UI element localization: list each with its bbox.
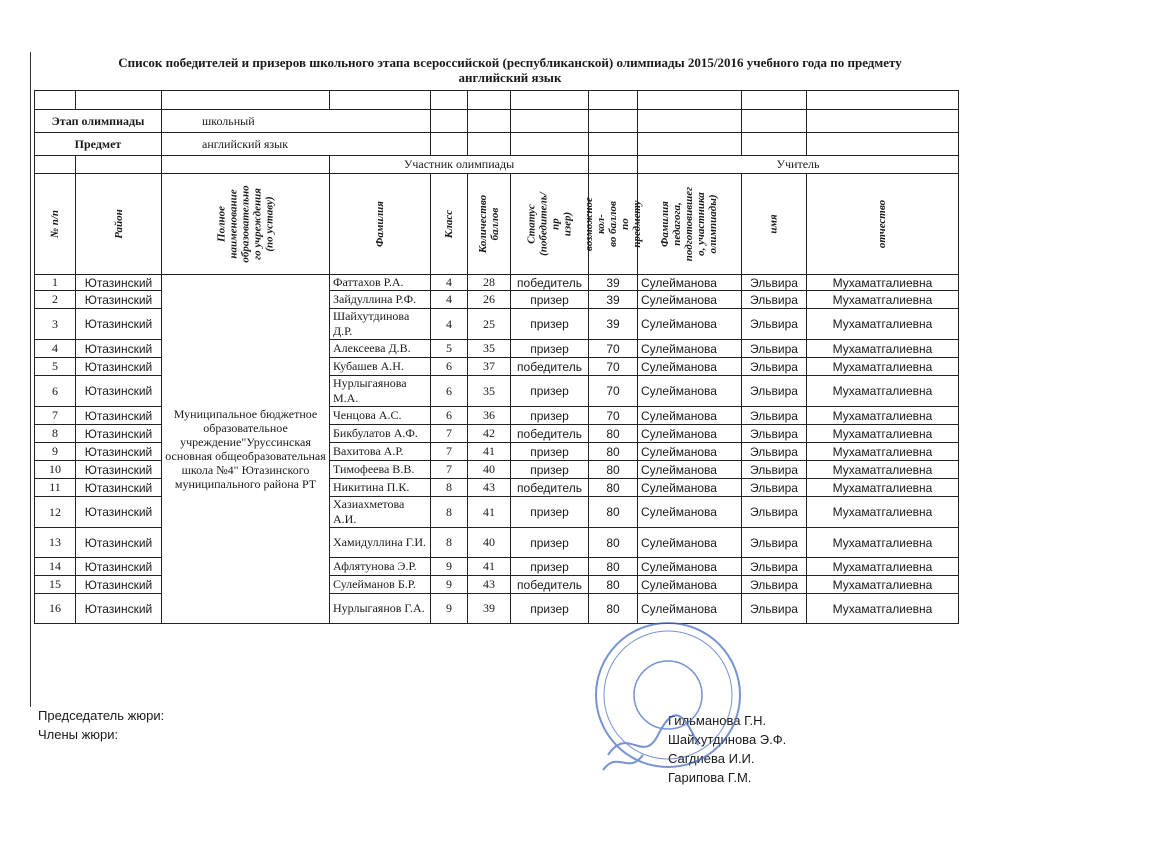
- subject-row: [35, 133, 959, 156]
- subject-value: английский язык: [162, 133, 431, 156]
- teacher-group-header: Учитель: [638, 156, 959, 174]
- teacher-surname-cell: Сулейманова: [638, 461, 742, 479]
- row-number: 7: [35, 407, 76, 425]
- grade-cell: 4: [431, 309, 468, 340]
- spacer-row: [35, 91, 959, 110]
- surname-cell: Нурлыгаянов Г.А.: [330, 594, 431, 624]
- score-cell: 43: [468, 576, 511, 594]
- district-cell: Ютазинский: [76, 528, 162, 558]
- stage-label: Этап олимпиады: [35, 110, 162, 133]
- status-cell: призер: [511, 528, 589, 558]
- teacher-surname-cell: Сулейманова: [638, 407, 742, 425]
- grade-cell: 8: [431, 528, 468, 558]
- status-cell: победитель: [511, 275, 589, 291]
- teacher-name-cell: Эльвира: [742, 594, 807, 624]
- grade-cell: 4: [431, 275, 468, 291]
- score-cell: 35: [468, 376, 511, 407]
- surname-cell: Хазиахметова А.И.: [330, 497, 431, 528]
- status-cell: призер: [511, 291, 589, 309]
- col-header-teacher-surname: Фамилия педагога, подготовившег о, участника олимпиады): [659, 186, 720, 262]
- teacher-name-cell: Эльвира: [742, 528, 807, 558]
- teacher-patronymic-cell: Мухаматгалиевна: [807, 425, 959, 443]
- district-cell: Ютазинский: [76, 576, 162, 594]
- surname-cell: Хамидуллина Г.И.: [330, 528, 431, 558]
- teacher-surname-cell: Сулейманова: [638, 275, 742, 291]
- column-header-row: [35, 174, 959, 275]
- max-score-cell: 80: [589, 497, 638, 528]
- score-cell: 41: [468, 497, 511, 528]
- teacher-patronymic-cell: Мухаматгалиевна: [807, 407, 959, 425]
- group-header-row: [35, 156, 959, 174]
- teacher-patronymic-cell: Мухаматгалиевна: [807, 291, 959, 309]
- row-number: 8: [35, 425, 76, 443]
- surname-cell: Бикбулатов А.Ф.: [330, 425, 431, 443]
- teacher-patronymic-cell: Мухаматгалиевна: [807, 479, 959, 497]
- teacher-surname-cell: Сулейманова: [638, 425, 742, 443]
- max-score-cell: 80: [589, 425, 638, 443]
- score-cell: 35: [468, 340, 511, 358]
- row-number: 3: [35, 309, 76, 340]
- teacher-patronymic-cell: Мухаматгалиевна: [807, 309, 959, 340]
- district-cell: Ютазинский: [76, 461, 162, 479]
- district-cell: Ютазинский: [76, 358, 162, 376]
- row-number: 2: [35, 291, 76, 309]
- surname-cell: Алексеева Д.В.: [330, 340, 431, 358]
- table-row: [35, 275, 959, 291]
- grade-cell: 8: [431, 497, 468, 528]
- teacher-surname-cell: Сулейманова: [638, 340, 742, 358]
- status-cell: призер: [511, 558, 589, 576]
- surname-cell: Ченцова А.С.: [330, 407, 431, 425]
- teacher-name-cell: Эльвира: [742, 576, 807, 594]
- teacher-surname-cell: Сулейманова: [638, 528, 742, 558]
- col-header-district: Район: [112, 209, 125, 239]
- surname-cell: Сулейманов Б.Р.: [330, 576, 431, 594]
- teacher-patronymic-cell: Мухаматгалиевна: [807, 558, 959, 576]
- status-cell: победитель: [511, 358, 589, 376]
- school-seal-stamp: [588, 615, 748, 775]
- grade-cell: 9: [431, 558, 468, 576]
- district-cell: Ютазинский: [76, 558, 162, 576]
- footer-labels: [38, 706, 164, 744]
- row-number: 11: [35, 479, 76, 497]
- teacher-patronymic-cell: Мухаматгалиевна: [807, 594, 959, 624]
- stage-value: школьный: [162, 110, 431, 133]
- winners-table: [34, 90, 959, 624]
- teacher-name-cell: Эльвира: [742, 443, 807, 461]
- row-number: 12: [35, 497, 76, 528]
- max-score-cell: 70: [589, 340, 638, 358]
- teacher-name-cell: Эльвира: [742, 497, 807, 528]
- col-header-teacher-patronymic: отчество: [876, 199, 889, 249]
- status-cell: победитель: [511, 425, 589, 443]
- surname-cell: Шайхутдинова Д.Р.: [330, 309, 431, 340]
- grade-cell: 5: [431, 340, 468, 358]
- status-cell: призер: [511, 443, 589, 461]
- district-cell: Ютазинский: [76, 407, 162, 425]
- teacher-name-cell: Эльвира: [742, 275, 807, 291]
- col-header-school: Полное наименование образовательно го учреждения (по уставу): [215, 185, 276, 263]
- teacher-patronymic-cell: Мухаматгалиевна: [807, 443, 959, 461]
- grade-cell: 9: [431, 576, 468, 594]
- col-header-number: № п/п: [48, 209, 61, 239]
- teacher-surname-cell: Сулейманова: [638, 594, 742, 624]
- row-number: 10: [35, 461, 76, 479]
- max-score-cell: 80: [589, 528, 638, 558]
- surname-cell: Нурлыгаянова М.А.: [330, 376, 431, 407]
- grade-cell: 6: [431, 358, 468, 376]
- row-number: 13: [35, 528, 76, 558]
- score-cell: 28: [468, 275, 511, 291]
- row-number: 6: [35, 376, 76, 407]
- surname-cell: Зайдуллина Р.Ф.: [330, 291, 431, 309]
- grade-cell: 9: [431, 594, 468, 624]
- teacher-surname-cell: Сулейманова: [638, 497, 742, 528]
- grade-cell: 7: [431, 425, 468, 443]
- subject-label: Предмет: [35, 133, 162, 156]
- row-number: 15: [35, 576, 76, 594]
- members-label: Члены жюри:: [38, 727, 119, 742]
- grade-cell: 6: [431, 407, 468, 425]
- district-cell: Ютазинский: [76, 340, 162, 358]
- surname-cell: Никитина П.К.: [330, 479, 431, 497]
- score-cell: 26: [468, 291, 511, 309]
- teacher-name-cell: Эльвира: [742, 340, 807, 358]
- max-score-cell: 70: [589, 376, 638, 407]
- col-header-status: Статус (победитель/пр изер): [525, 192, 574, 256]
- score-cell: 40: [468, 461, 511, 479]
- max-score-cell: 80: [589, 558, 638, 576]
- status-cell: призер: [511, 309, 589, 340]
- row-number: 5: [35, 358, 76, 376]
- teacher-surname-cell: Сулейманова: [638, 443, 742, 461]
- jury-member: Сагдиева И.И.: [668, 751, 755, 766]
- surname-cell: Афлятунова Э.Р.: [330, 558, 431, 576]
- district-cell: Ютазинский: [76, 376, 162, 407]
- row-number: 16: [35, 594, 76, 624]
- teacher-name-cell: Эльвира: [742, 376, 807, 407]
- jury-member: Гильманова Г.Н.: [668, 713, 767, 728]
- teacher-name-cell: Эльвира: [742, 358, 807, 376]
- surname-cell: Фаттахов Р.А.: [330, 275, 431, 291]
- row-number: 14: [35, 558, 76, 576]
- teacher-name-cell: Эльвира: [742, 461, 807, 479]
- score-cell: 40: [468, 528, 511, 558]
- max-score-cell: 70: [589, 358, 638, 376]
- district-cell: Ютазинский: [76, 479, 162, 497]
- jury-member: Шайхутдинова Э.Ф.: [668, 732, 787, 747]
- teacher-name-cell: Эльвира: [742, 425, 807, 443]
- col-header-surname: Фамилия: [374, 201, 386, 247]
- teacher-surname-cell: Сулейманова: [638, 358, 742, 376]
- grade-cell: 6: [431, 376, 468, 407]
- max-score-cell: 80: [589, 479, 638, 497]
- status-cell: призер: [511, 376, 589, 407]
- max-score-cell: 39: [589, 275, 638, 291]
- chair-label: Председатель жюри:: [38, 708, 165, 723]
- status-cell: победитель: [511, 479, 589, 497]
- max-score-cell: 80: [589, 461, 638, 479]
- teacher-patronymic-cell: Мухаматгалиевна: [807, 358, 959, 376]
- teacher-patronymic-cell: Мухаматгалиевна: [807, 461, 959, 479]
- max-score-cell: 70: [589, 407, 638, 425]
- teacher-patronymic-cell: Мухаматгалиевна: [807, 275, 959, 291]
- col-header-teacher-name: имя: [767, 214, 780, 234]
- teacher-patronymic-cell: Мухаматгалиевна: [807, 340, 959, 358]
- score-cell: 37: [468, 358, 511, 376]
- score-cell: 39: [468, 594, 511, 624]
- score-cell: 41: [468, 443, 511, 461]
- score-cell: 43: [468, 479, 511, 497]
- teacher-name-cell: Эльвира: [742, 291, 807, 309]
- status-cell: призер: [511, 340, 589, 358]
- page-edge: [30, 52, 31, 707]
- surname-cell: Кубашев А.Н.: [330, 358, 431, 376]
- row-number: 4: [35, 340, 76, 358]
- teacher-patronymic-cell: Мухаматгалиевна: [807, 376, 959, 407]
- teacher-surname-cell: Сулейманова: [638, 558, 742, 576]
- col-header-grade: Класс: [443, 209, 455, 239]
- teacher-name-cell: Эльвира: [742, 558, 807, 576]
- title-line-2: английский язык: [458, 70, 562, 85]
- district-cell: Ютазинский: [76, 275, 162, 291]
- status-cell: победитель: [511, 576, 589, 594]
- title-line-1: Список победителей и призеров школьного этапа всероссийской (республиканской) олимпиады 2015/2016 учебного года по предмету: [118, 55, 902, 70]
- col-header-score: Количество баллов: [477, 194, 501, 254]
- teacher-name-cell: Эльвира: [742, 407, 807, 425]
- teacher-name-cell: Эльвира: [742, 309, 807, 340]
- document-title: [60, 55, 960, 85]
- teacher-surname-cell: Сулейманова: [638, 479, 742, 497]
- teacher-patronymic-cell: Мухаматгалиевна: [807, 528, 959, 558]
- teacher-surname-cell: Сулейманова: [638, 291, 742, 309]
- district-cell: Ютазинский: [76, 309, 162, 340]
- status-cell: призер: [511, 497, 589, 528]
- teacher-patronymic-cell: Мухаматгалиевна: [807, 497, 959, 528]
- max-score-cell: 39: [589, 309, 638, 340]
- status-cell: призер: [511, 407, 589, 425]
- max-score-cell: 80: [589, 443, 638, 461]
- score-cell: 42: [468, 425, 511, 443]
- district-cell: Ютазинский: [76, 497, 162, 528]
- grade-cell: 4: [431, 291, 468, 309]
- grade-cell: 8: [431, 479, 468, 497]
- district-cell: Ютазинский: [76, 425, 162, 443]
- school-name-cell: Муниципальное бюджетное образовательное учреждение"Уруссинская основная общеобразовательная школа №4" Ютазинского муниципального района РТ: [162, 275, 330, 624]
- status-cell: призер: [511, 594, 589, 624]
- teacher-name-cell: Эльвира: [742, 479, 807, 497]
- district-cell: Ютазинский: [76, 594, 162, 624]
- grade-cell: 7: [431, 461, 468, 479]
- row-number: 1: [35, 275, 76, 291]
- district-cell: Ютазинский: [76, 291, 162, 309]
- max-score-cell: 80: [589, 576, 638, 594]
- row-number: 9: [35, 443, 76, 461]
- surname-cell: Вахитова А.Р.: [330, 443, 431, 461]
- jury-member: Гарипова Г.М.: [668, 770, 752, 785]
- stage-row: [35, 110, 959, 133]
- grade-cell: 7: [431, 443, 468, 461]
- score-cell: 25: [468, 309, 511, 340]
- teacher-patronymic-cell: Мухаматгалиевна: [807, 576, 959, 594]
- score-cell: 41: [468, 558, 511, 576]
- max-score-cell: 80: [589, 594, 638, 624]
- status-cell: призер: [511, 461, 589, 479]
- teacher-surname-cell: Сулейманова: [638, 309, 742, 340]
- teacher-surname-cell: Сулейманова: [638, 576, 742, 594]
- score-cell: 36: [468, 407, 511, 425]
- participant-group-header: Участник олимпиады: [330, 156, 589, 174]
- surname-cell: Тимофеева В.В.: [330, 461, 431, 479]
- district-cell: Ютазинский: [76, 443, 162, 461]
- teacher-surname-cell: Сулейманова: [638, 376, 742, 407]
- col-header-max-score: возможное кол- во баллов по предмету: [583, 197, 643, 251]
- max-score-cell: 39: [589, 291, 638, 309]
